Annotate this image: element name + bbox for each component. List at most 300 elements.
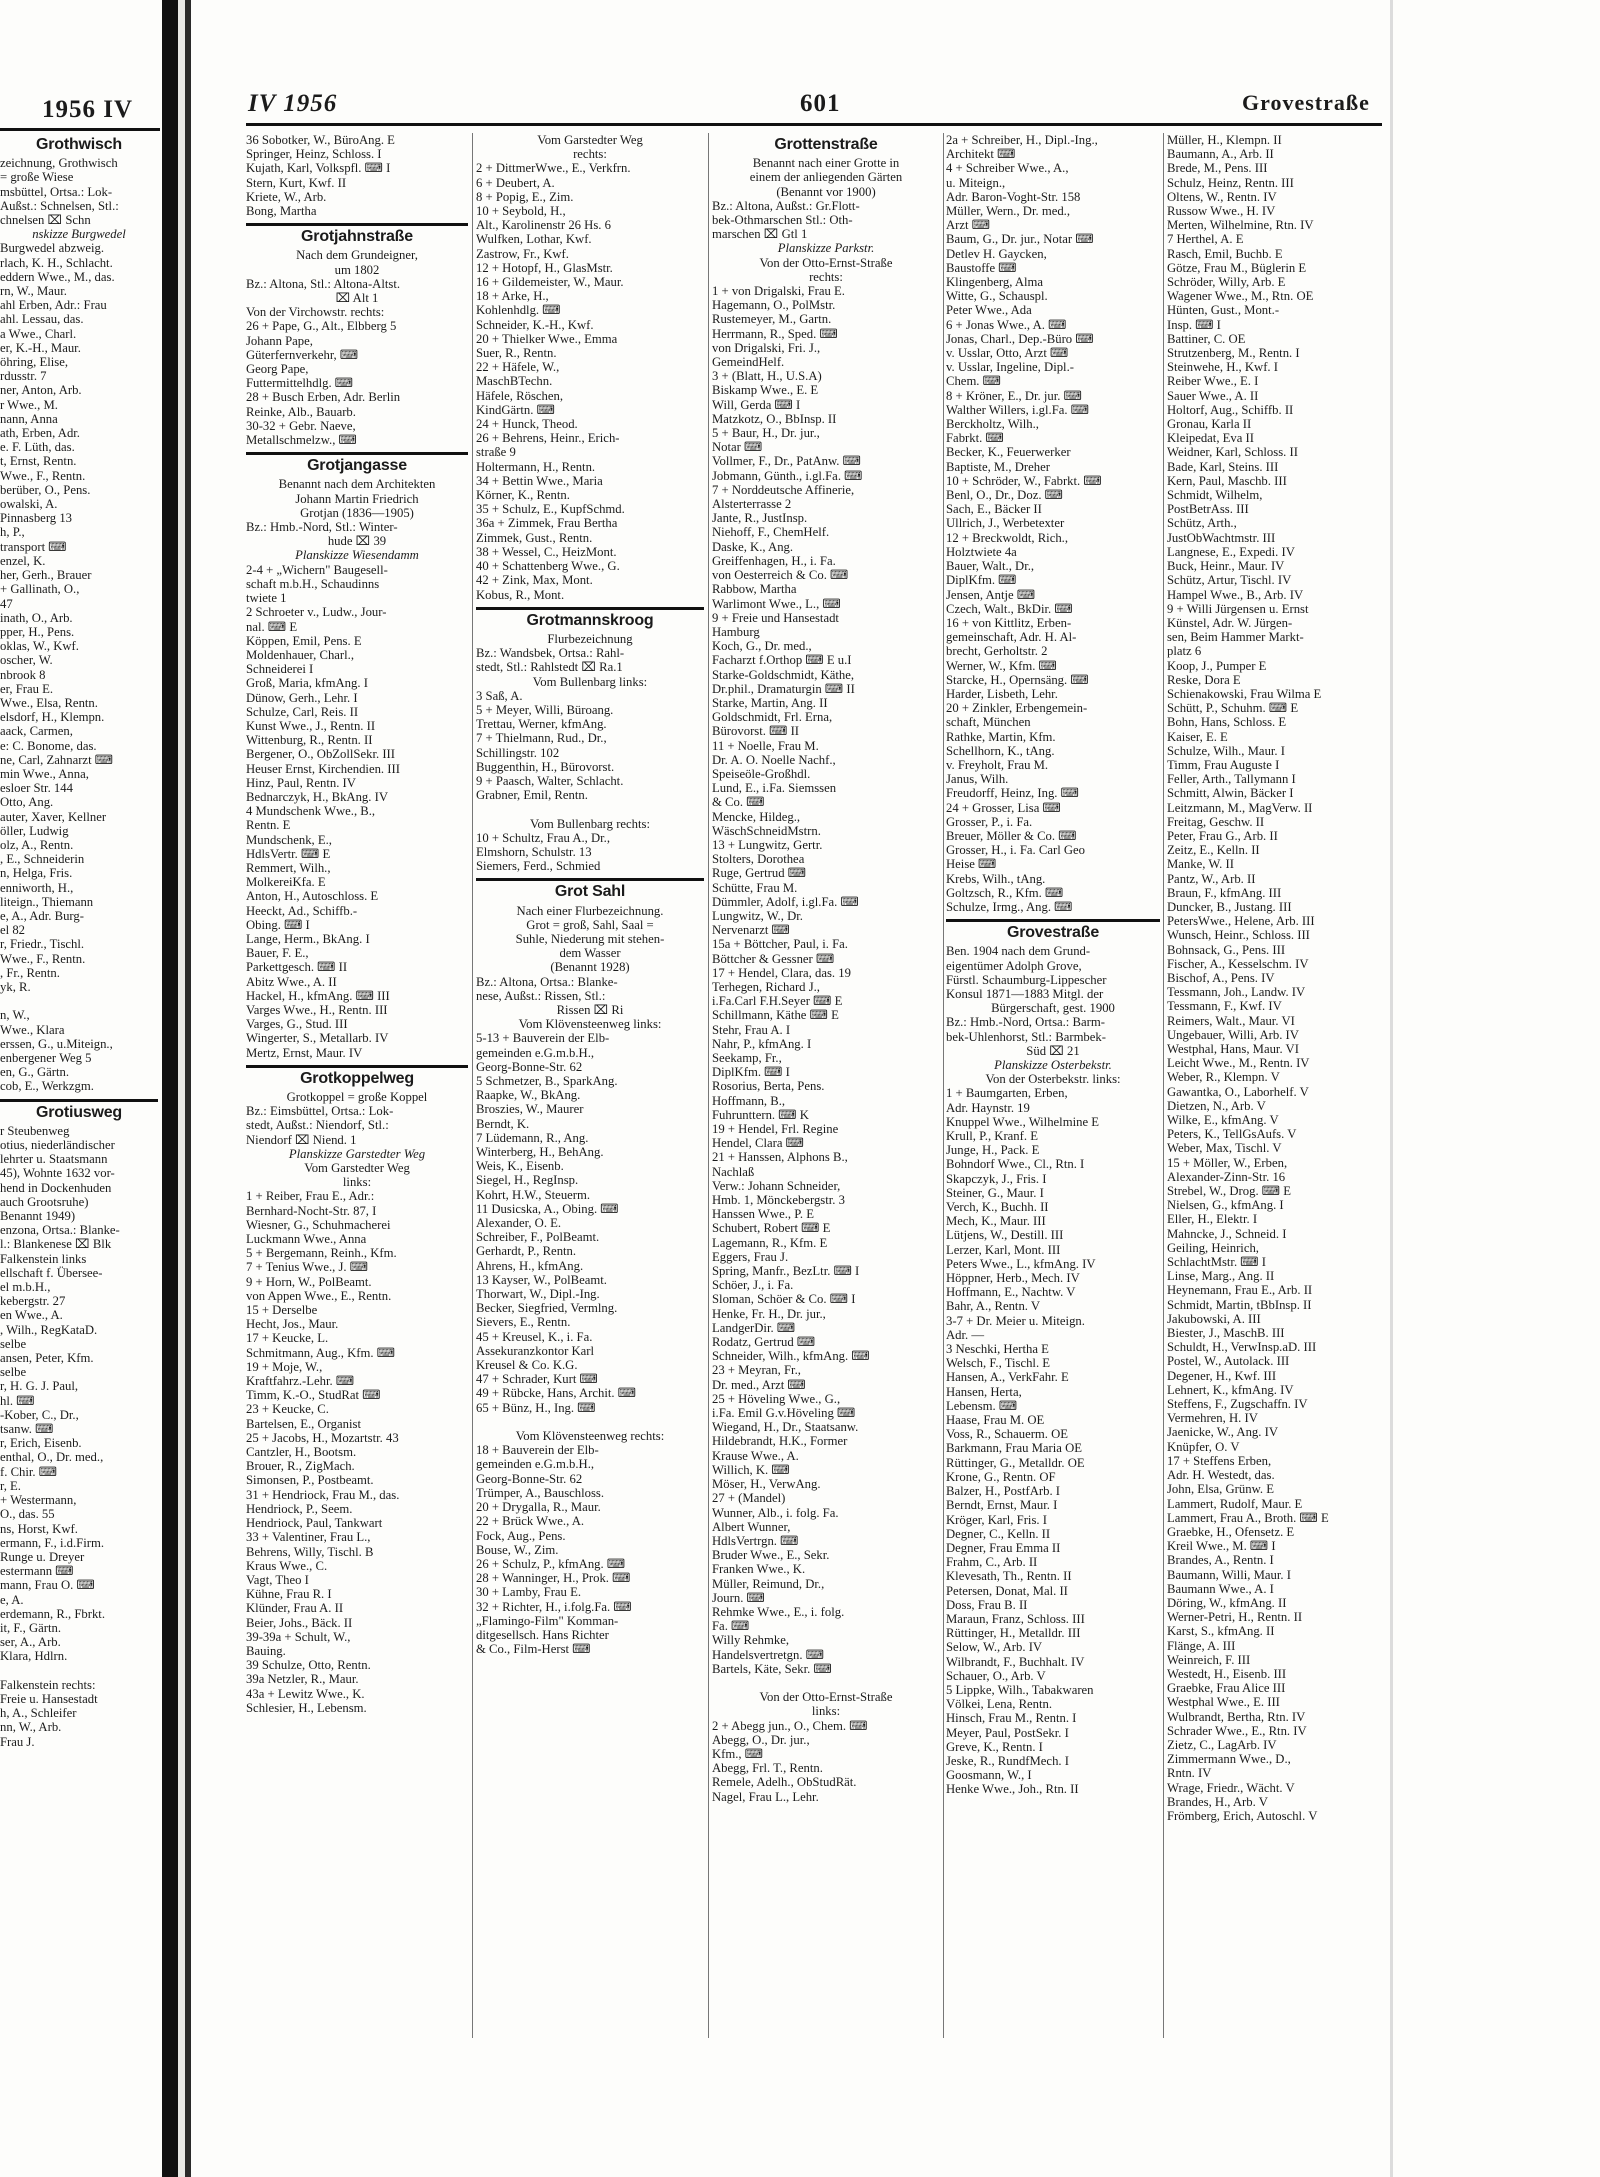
directory-entry: 1 + Reiber, Frau E., Adr.:: [246, 1189, 375, 1204]
directory-entry: er, Frau E.: [0, 681, 54, 696]
directory-entry: mann, Frau O. ⌨: [0, 1578, 95, 1593]
directory-entry: Becker, Siegfried, Vermlng.: [476, 1301, 618, 1316]
directory-entry: Kraftfahrz.-Lehr. ⌨: [246, 1374, 355, 1389]
column-divider: [472, 133, 473, 2038]
directory-entry: Janus, Wilh.: [946, 772, 1009, 787]
directory-entry: Bz.: Altona, Stl.: Altona-Altst.: [246, 276, 401, 291]
directory-entry: 26 + Pape, G., Alt., Elbberg 5: [246, 319, 397, 334]
directory-entry: Mundschenk, E.,: [246, 832, 332, 847]
directory-entry: Eller, H., Elektr. I: [1167, 1212, 1258, 1227]
directory-entry: Detlev H. Gaycken,: [946, 246, 1047, 261]
directory-entry: Schulze, Wilh., Maur. I: [1167, 743, 1286, 758]
directory-entry: selbe: [0, 1365, 27, 1380]
directory-entry: Fuhrunttern. ⌨ K: [712, 1107, 809, 1122]
directory-entry: gemeinden e.G.m.b.H.,: [476, 1045, 595, 1060]
directory-entry: Henke, Fr. H., Dr. jur.,: [712, 1306, 826, 1321]
directory-entry: f. Chir. ⌨: [0, 1464, 58, 1479]
directory-entry: Wwe., Elsa, Rentn.: [0, 695, 98, 710]
directory-entry: Willich, K. ⌨: [712, 1462, 790, 1477]
directory-entry: Siemers, Ferd., Schmied: [476, 859, 601, 874]
directory-entry: Oltens, W., Rentn. IV: [1167, 189, 1277, 204]
directory-entry: 3 Saß, A.: [476, 688, 523, 703]
directory-entry: Reinke, Alb., Bauarb.: [246, 404, 356, 419]
directory-entry: ahl. Lessau, das.: [0, 312, 84, 327]
directory-entry: Gronau, Karla II: [1167, 417, 1252, 432]
column-divider: [708, 133, 709, 2038]
directory-entry: [476, 1415, 704, 1429]
directory-entry: Petersen, Donat, Mal. II: [946, 1583, 1068, 1598]
directory-entry: Berndt, K.: [476, 1116, 530, 1131]
directory-entry: & Co., Film-Herst ⌨: [476, 1642, 591, 1657]
directory-entry: hend in Dockenhuden: [0, 1180, 112, 1195]
directory-entry: Güterfernverkehr, ⌨: [246, 347, 359, 362]
directory-entry: 1 + von Drigalski, Frau E.: [712, 284, 845, 299]
directory-entry: Müller, Wern., Dr. med.,: [946, 204, 1071, 219]
directory-entry: Adr. H. Westedt, das.: [1167, 1468, 1275, 1483]
directory-entry: Daske, K., Ang.: [712, 539, 794, 554]
directory-entry: 19 + Moje, W.,: [246, 1359, 323, 1374]
directory-entry: eigentümer Adolph Grove,: [946, 958, 1082, 973]
directory-entry: Bartels, Käte, Sekr. ⌨: [712, 1661, 832, 1676]
directory-entry: Becker, K., Feuerwerker: [946, 445, 1071, 460]
directory-entry: GemeindHelf.: [712, 355, 785, 370]
directory-entry: & Co. ⌨: [712, 795, 765, 810]
directory-entry: Koop, J., Pumper E: [1167, 658, 1267, 673]
directory-entry: -Kober, C., Dr.,: [0, 1407, 79, 1422]
directory-entry: el 82: [0, 923, 26, 938]
directory-entry: Schneiderei I: [246, 662, 314, 677]
directory-entry: Zeitz, E., Kelln. II: [1167, 843, 1260, 858]
directory-entry: Fa. ⌨: [712, 1619, 750, 1634]
directory-entry: 8 + Popig, E., Zim.: [476, 189, 574, 204]
street-heading: Grothwisch: [35, 136, 122, 153]
directory-entry: 4 Mundschenk Wwe., B.,: [246, 804, 376, 819]
directory-entry: Niendorf ⌧ Niend. 1: [246, 1132, 357, 1147]
directory-entry: Peter, Frau G., Arb. II: [1167, 828, 1278, 843]
directory-entry: KindGärtn. ⌨: [476, 402, 555, 417]
directory-entry: [0, 994, 158, 1008]
left-header-rule: [0, 128, 160, 131]
directory-entry: ns, Horst, Kwf.: [0, 1521, 78, 1536]
directory-entry: Berckholtz, Wilh.,: [946, 417, 1039, 432]
directory-entry: r Wwe., M.: [0, 397, 58, 412]
street-note: Grotkoppel = große Koppel: [286, 1090, 428, 1104]
directory-entry: Goosmann, W., I: [946, 1768, 1032, 1783]
directory-entry: Linse, Marg., Ang. II: [1167, 1269, 1275, 1284]
directory-entry: Balzer, H., PostfArb. I: [946, 1484, 1061, 1499]
directory-entry: 36a + Zimmek, Frau Bertha: [476, 516, 618, 531]
directory-entry: Speiseöle-Großhdl.: [712, 766, 811, 781]
directory-entry: Wiegand, H., Dr., Staatsanw.: [712, 1420, 859, 1435]
directory-entry: Schütte, Frau M.: [712, 880, 798, 895]
column-left-page: [0, 133, 158, 2043]
directory-entry: Leicht Wwe., M., Rentn. IV: [1167, 1056, 1310, 1071]
directory-entry: Hoffmann, E., Nachtw. V: [946, 1285, 1076, 1300]
directory-entry: Baumann, A., Arb. II: [1167, 147, 1274, 162]
directory-entry: 6 + Deubert, A.: [476, 175, 555, 190]
street-note: Süd ⌧ 21: [1026, 1043, 1080, 1058]
directory-entry: Krebs, Wilh., tAng.: [946, 871, 1046, 886]
directory-entry: Tessmann, F., Kwf. IV: [1167, 999, 1282, 1014]
directory-entry: v. Usslar, Otto, Arzt ⌨: [946, 346, 1069, 361]
directory-entry: 17 + Steffens Erben,: [1167, 1453, 1272, 1468]
directory-entry: 31 + Hendriock, Frau M., das.: [246, 1487, 400, 1502]
directory-entry: DiplKfm. ⌨: [946, 573, 1017, 588]
directory-entry: 20 + Thielker Wwe., Emma: [476, 331, 618, 346]
directory-entry: cob, E., Werkzgm.: [0, 1079, 94, 1094]
directory-entry: Niehoff, F., ChemHelf.: [712, 525, 830, 540]
directory-entry: 26 + Behrens, Heinr., Erich-: [476, 431, 620, 446]
directory-entry: MolkereiKfa. E: [246, 875, 326, 890]
directory-entry: Greiffenhagen, H., i. Fa.: [712, 553, 836, 568]
directory-entry: Bischof, A., Pens. IV: [1167, 970, 1275, 985]
street-note: Nach einer Flurbezeichnung.: [516, 903, 664, 918]
directory-entry: 7 Herthel, A. E: [1167, 232, 1244, 247]
directory-entry: Bz.: Hmb.-Nord, Stl.: Winter-: [246, 520, 398, 535]
directory-entry: 35 + Schulz, E., KupfSchmd.: [476, 502, 625, 517]
directory-entry: Jante, R., JustInsp.: [712, 511, 808, 526]
directory-entry: Brandes, H., Arb. V: [1167, 1794, 1268, 1809]
directory-entry: aack, Carmen,: [0, 724, 73, 739]
directory-entry: bek-Othmarschen Stl.: Oth-: [712, 213, 853, 228]
directory-entry: John, Elsa, Grünw. E: [1167, 1482, 1275, 1497]
directory-entry: Jensen, Antje ⌨: [946, 587, 1036, 602]
directory-entry: enbergener Weg 5: [0, 1051, 92, 1065]
directory-entry: [0, 1664, 158, 1678]
street-note: Von der Otto-Ernst-Straße: [759, 1690, 893, 1705]
directory-entry: Künstel, Adr. W. Jürgen-: [1167, 615, 1293, 630]
directory-entry: Hampel Wwe., B., Arb. IV: [1167, 587, 1304, 602]
directory-entry: 6 + Jonas Wwe., A. ⌨: [946, 317, 1067, 332]
directory-entry: ellschaft f. Übersee-: [0, 1265, 103, 1280]
directory-entry: Remmert, Wilh.,: [246, 860, 331, 875]
directory-entry: Buggenthin, H., Bürovorst.: [476, 759, 615, 774]
directory-entry: oklas, W., Kwf.: [0, 639, 79, 654]
directory-entry: Schulze, Irmg., Ang. ⌨: [946, 899, 1073, 914]
directory-entry: Müller, H., Klempn. II: [1167, 133, 1282, 147]
directory-entry: 10 + Seybold, H.,: [476, 204, 566, 219]
directory-entry: 13 + Lungwitz, Gertr.: [712, 837, 823, 852]
street-note: Suhle, Niederung mit stehen-: [515, 931, 665, 946]
directory-entry: Hansen, Herta,: [946, 1384, 1022, 1399]
directory-entry: Köppen, Emil, Pens. E: [246, 633, 362, 648]
directory-entry: 28 + Busch Erben, Adr. Berlin: [246, 390, 401, 405]
street-note: hude ⌧ 39: [327, 534, 387, 549]
directory-entry: Duncker, B., Justang. III: [1167, 899, 1292, 914]
directory-entry: Rosorius, Berta, Pens.: [712, 1079, 825, 1094]
directory-entry: 28 + Wanninger, H., Prok. ⌨: [476, 1571, 631, 1586]
directory-entry: Kern, Paul, Maschb. III: [1167, 473, 1287, 488]
directory-entry: Verw.: Johann Schneider,: [712, 1178, 841, 1193]
street-note: Von der Otto-Ernst-Straße: [759, 255, 893, 270]
directory-entry: Peters Wwe., L., kfmAng. IV: [946, 1256, 1096, 1271]
directory-entry: [712, 1676, 940, 1690]
directory-entry: Schreiber, F., PolBeamt.: [476, 1230, 600, 1245]
directory-entry: Hendel, Clara ⌨: [712, 1136, 804, 1151]
directory-entry: l.: Blankenese ⌧ Blk: [0, 1237, 112, 1252]
directory-entry: Grosser, H., i. Fa. Carl Geo: [946, 843, 1086, 858]
street-note: Nach dem Grundeigner,: [296, 248, 418, 263]
directory-entry: Frahm, C., Arb. II: [946, 1555, 1038, 1570]
directory-entry: Witte, G., Schauspl.: [946, 289, 1048, 304]
directory-entry: Otto, Ang.: [0, 795, 54, 810]
directory-entry: Bruder Wwe., E., Sekr.: [712, 1548, 830, 1563]
street-note: Benannt nach einer Grotte in: [752, 156, 900, 171]
directory-entry: e, A., Adr. Burg-: [0, 908, 84, 923]
directory-entry: Kreil Wwe., M. ⌨ I: [1167, 1539, 1276, 1554]
directory-entry: Falkenstein rechts:: [0, 1677, 96, 1692]
directory-entry: Werner, W., Kfm. ⌨: [946, 658, 1057, 673]
directory-entry: Jeske, R., RundfMech. I: [946, 1753, 1069, 1768]
directory-entry: Ungebauer, Willi, Arb. IV: [1167, 1027, 1299, 1042]
directory-entry: Koch, G., Dr. med.,: [712, 639, 812, 654]
directory-entry: Holtermann, H., Rentn.: [476, 459, 596, 474]
directory-entry: t, Ernst, Rentn.: [0, 454, 77, 469]
directory-entry: Brandes, A., Rentn. I: [1167, 1553, 1274, 1568]
directory-entry: „Flamingo-Film" Komman-: [476, 1613, 619, 1628]
directory-entry: Kunst Wwe., J., Rentn. II: [246, 718, 376, 733]
directory-entry: ermann, F., i.d.Firm.: [0, 1535, 105, 1550]
directory-entry: Lungwitz, W., Dr.: [712, 908, 803, 923]
directory-entry: Starcke, H., Opernsäng. ⌨: [946, 672, 1089, 687]
directory-entry: 1 + Baumgarten, Erben,: [946, 1086, 1068, 1101]
page-right-edge: [1390, 0, 1393, 2177]
directory-entry: 47: [0, 596, 13, 611]
directory-entry: Varges Wwe., H., Rentn. III: [246, 1002, 388, 1017]
street-heading: Grottenstraße: [774, 136, 878, 153]
directory-entry: 16 + von Kittlitz, Erben-: [946, 615, 1072, 630]
directory-entry: estermann ⌨: [0, 1564, 74, 1579]
plan-sketch-reference: Planskizze Osterbekstr.: [994, 1058, 1112, 1072]
directory-entry: Kaiser, E. E: [1167, 729, 1228, 744]
directory-entry: Freitag, Geschw. II: [1167, 814, 1265, 829]
directory-entry: r Steubenweg: [0, 1123, 70, 1138]
street-note: Flurbezeichnung: [547, 631, 633, 646]
directory-entry: Freudorff, Heinz, Ing. ⌨: [946, 786, 1079, 801]
directory-entry: Beier, Johs., Bäck. II: [246, 1615, 353, 1630]
directory-entry: LandgerDir. ⌨: [712, 1320, 796, 1335]
street-note: Von der Osterbekstr. links:: [985, 1072, 1121, 1087]
directory-entry: Schuldt, H., VerwInsp.aD. III: [1167, 1340, 1317, 1355]
directory-entry: enniworth, H.,: [0, 880, 74, 895]
directory-entry: Alt., Karolinenstr 26 Hs. 6: [476, 218, 611, 233]
directory-entry: Müller, Reimund, Dr.,: [712, 1576, 825, 1591]
directory-entry: Schneider, Wilh., kfmAng. ⌨: [712, 1349, 870, 1364]
directory-entry: 30 + Lamby, Frau E.: [476, 1585, 581, 1600]
directory-entry: Dr.phil., Dramaturgin ⌨ II: [712, 681, 855, 696]
directory-entry: rdusstr. 7: [0, 369, 47, 384]
directory-entry: 24 + Grosser, Lisa ⌨: [946, 800, 1061, 815]
directory-entry: her, Gerh., Brauer: [0, 568, 92, 583]
directory-entry: Rasch, Emil, Buchb. E: [1167, 246, 1283, 261]
directory-entry: Wunner, Alb., i. folg. Fa.: [712, 1505, 839, 1520]
directory-entry: esloer Str. 144: [0, 781, 73, 796]
directory-entry: 12 + Hotopf, H., GlasMstr.: [476, 260, 613, 275]
directory-entry: Kfm., ⌨: [712, 1746, 764, 1761]
directory-entry: Langnese, E., Expedi. IV: [1167, 544, 1295, 559]
plan-sketch-reference: Planskizze Garstedter Weg: [288, 1146, 426, 1161]
directory-entry: Graebke, H., Ofensetz. E: [1167, 1524, 1295, 1539]
directory-entry: Sauer Wwe., A. II: [1167, 388, 1259, 403]
directory-entry: Möser, H., VerwAng.: [712, 1477, 821, 1492]
directory-entry: ner, Anton, Arb.: [0, 383, 82, 398]
directory-entry: Trümper, A., Bauschloss.: [476, 1485, 605, 1500]
directory-entry: , E., Schneiderin: [0, 852, 85, 867]
directory-entry: Schütz, Arth.,: [1167, 516, 1237, 531]
directory-entry: öller, Ludwig: [0, 823, 69, 838]
directory-entry: Lebensm. ⌨: [946, 1398, 1018, 1413]
directory-entry: Vermehren, H. IV: [1167, 1411, 1258, 1426]
column-2: [476, 133, 704, 2038]
directory-entry: Falkenstein links: [0, 1251, 87, 1266]
directory-entry: Gawantka, O., Laborhelf. V: [1167, 1084, 1309, 1099]
directory-entry: en, G., Gärtn.: [0, 1065, 70, 1080]
directory-entry: Johann Pape,: [246, 333, 313, 348]
directory-entry: Spring, Manfr., BezLtr. ⌨ I: [712, 1264, 860, 1279]
directory-entry: Degener, H., Kwf. III: [1167, 1368, 1277, 1383]
directory-entry: Kleipedat, Eva II: [1167, 431, 1255, 446]
directory-entry: Fürstl. Schaumburg-Lippescher: [946, 972, 1107, 987]
directory-entry: Bade, Karl, Steins. III: [1167, 459, 1279, 474]
directory-entry: Ruge, Gertrud ⌨: [712, 866, 807, 881]
directory-entry: Futtermittelhdlg. ⌨: [246, 376, 354, 391]
directory-entry: Fock, Aug., Pens.: [476, 1528, 566, 1543]
directory-entry: Heynemann, Frau E., Arb. II: [1167, 1283, 1313, 1298]
directory-entry: Baum, G., Dr. jur., Notar ⌨: [946, 232, 1094, 247]
directory-entry: Schröder, Willy, Arb. E: [1167, 275, 1286, 290]
directory-entry: Moldenhauer, Charl.,: [246, 647, 355, 662]
directory-entry: Heuser Ernst, Kirchendien. III: [246, 761, 400, 776]
directory-entry: 9 + Paasch, Walter, Schlacht.: [476, 773, 624, 788]
directory-entry: Knüpfer, O. V: [1167, 1439, 1240, 1454]
directory-entry: Weidner, Karl, Schloss. II: [1167, 445, 1298, 460]
directory-entry: el m.b.H.,: [0, 1280, 51, 1295]
directory-entry: , Wilh., RegKataD.: [0, 1322, 98, 1337]
directory-entry: Schütt, P., Schuhm. ⌨ E: [1167, 701, 1299, 716]
directory-entry: 4 + Schreiber Wwe., A.,: [946, 161, 1069, 176]
directory-entry: 27 + (Mandel): [712, 1491, 786, 1506]
directory-entry: PetersWwe., Helene, Arb. III: [1167, 914, 1315, 929]
directory-entry: von Drigalski, Fri. J.,: [712, 340, 821, 355]
directory-entry: Zimmek, Gust., Rentn.: [476, 530, 593, 545]
directory-entry: Burgwedel abzweig.: [0, 241, 105, 256]
directory-entry: 23 + Keucke, C.: [246, 1402, 329, 1417]
directory-entry: Bz.: Altona, Außst.: Gr.Flott-: [712, 198, 860, 213]
directory-entry: Hildebrandt, H.K., Former: [712, 1434, 848, 1449]
directory-entry: stedt, Stl.: Rahlstedt ⌧ Ra.1: [476, 660, 623, 675]
directory-entry: transport ⌨: [0, 539, 67, 554]
directory-entry: Kröger, Karl, Fris. I: [946, 1512, 1047, 1527]
directory-entry: Kühne, Frau R. I: [246, 1587, 332, 1602]
directory-entry: HdlsVertrgn. ⌨: [712, 1533, 799, 1548]
directory-entry: Schmitmann, Aug., Kfm. ⌨: [246, 1345, 396, 1360]
directory-entry: Elmshorn, Schulstr. 13: [476, 844, 592, 859]
directory-entry: Karst, S., kfmAng. II: [1167, 1624, 1275, 1639]
directory-entry: Timm, K.-O., StudRat ⌨: [246, 1388, 381, 1403]
directory-entry: Bz.: Eimsbüttel, Ortsa.: Lok-: [246, 1104, 394, 1119]
directory-entry: Leitzmann, M., MagVerw. II: [1167, 800, 1313, 815]
directory-entry: Lagemann, R., Kfm. E: [712, 1235, 828, 1250]
directory-entry: Bohndorf Wwe., Cl., Rtn. I: [946, 1157, 1085, 1172]
directory-entry: Reimers, Walt., Maur. VI: [1167, 1013, 1295, 1028]
directory-entry: berüber, O., Pens.: [0, 482, 91, 497]
directory-entry: 7 + Norddeutsche Affinerie,: [712, 482, 855, 497]
directory-entry: olz, A., Rentn.: [0, 837, 74, 852]
directory-entry: enthal, O., Dr. med.,: [0, 1450, 104, 1465]
directory-entry: Schillmann, Käthe ⌨ E: [712, 1008, 839, 1023]
directory-entry: Schöer, J., i. Fa.: [712, 1278, 794, 1293]
directory-entry: Zastrow, Fr., Kwf.: [476, 246, 569, 261]
directory-entry: Timm, Frau Auguste I: [1167, 757, 1280, 772]
directory-entry: Adr. Haynstr. 19: [946, 1100, 1030, 1115]
directory-entry: 47 + Schrader, Kurt ⌨: [476, 1372, 598, 1387]
directory-entry: ditgesellsch. Hans Richter: [476, 1627, 609, 1642]
street-note: Benannt nach dem Architekten: [278, 477, 436, 492]
directory-entry: erssen, G., u.Miteign.,: [0, 1036, 113, 1051]
directory-entry: Gerhardt, P., Rentn.: [476, 1244, 577, 1259]
directory-entry: Bernhard-Nocht-Str. 87, I: [246, 1203, 377, 1218]
directory-entry: Hünten, Gust., Mont.-: [1167, 303, 1280, 318]
directory-entry: 10 + Schröder, W., Fabrkt. ⌨: [946, 473, 1102, 488]
directory-entry: Vagt, Theo I: [246, 1572, 309, 1587]
directory-entry: Schubert, Robert ⌨ E: [712, 1221, 831, 1236]
street-note: ⌧ Alt 1: [335, 291, 379, 306]
directory-entry: enzel, K.: [0, 553, 46, 568]
directory-entry: + Westermann,: [0, 1493, 77, 1508]
column-4: [946, 133, 1160, 2038]
directory-entry: twiete 1: [246, 591, 287, 606]
directory-entry: Jonas, Charl., Dep.-Büro ⌨: [946, 331, 1094, 346]
directory-entry: Wagener Wwe., M., Rtn. OE: [1167, 289, 1314, 304]
directory-entry: 5 Lippke, Wilh., Tabakwaren: [946, 1682, 1094, 1697]
directory-entry: Rodatz, Gertrud ⌨: [712, 1335, 816, 1350]
directory-entry: 2-4 + „Wichern" Baugesell-: [246, 562, 388, 577]
directory-entry: nann, Anna: [0, 411, 58, 426]
directory-entry: SchlachtMstr. ⌨ I: [1167, 1255, 1267, 1270]
directory-entry: Warlimont Wwe., L., ⌨: [712, 596, 841, 611]
directory-entry: ansen, Peter, Kfm.: [0, 1351, 94, 1366]
directory-entry: Böttcher & Gessner ⌨: [712, 951, 835, 966]
directory-entry: Junge, H., Pack. E: [946, 1143, 1040, 1158]
directory-entry: Albert Wunner,: [712, 1519, 791, 1534]
directory-entry: nese, Außst.: Rissen, Stl.:: [476, 988, 606, 1003]
directory-entry: auch Grootsruhe): [0, 1194, 89, 1209]
directory-entry: Klünder, Frau A. II: [246, 1601, 344, 1616]
directory-entry: Rehmke Wwe., E., i. folg.: [712, 1604, 845, 1619]
directory-entry: 20 + Drygalla, R., Maur.: [476, 1500, 601, 1515]
directory-entry: 25 + Höveling Wwe., G.,: [712, 1391, 841, 1406]
directory-entry: 5 + Meyer, Willi, Büroang.: [476, 702, 614, 717]
directory-entry: Manke, W. II: [1167, 857, 1234, 872]
directory-entry: Skapczyk, J., Fris. I: [946, 1171, 1047, 1186]
directory-entry: MaschBTechn.: [476, 374, 553, 389]
directory-entry: 30-32 + Gebr. Naeve,: [246, 418, 356, 433]
directory-entry: Selow, W., Arb. IV: [946, 1640, 1043, 1655]
directory-entry: Schütz, Artur, Tischl. IV: [1167, 573, 1292, 588]
street-note: Vom Garstedter Weg: [537, 133, 643, 147]
directory-entry: 65 + Bünz, H., Ing. ⌨: [476, 1400, 596, 1415]
directory-entry: Schulze, Carl, Reis. II: [246, 704, 359, 719]
directory-entry: Hecht, Jos., Maur.: [246, 1317, 339, 1332]
directory-entry: Biester, J., MaschB. III: [1167, 1326, 1285, 1341]
directory-entry: erdemann, R., Fbrkt.: [0, 1606, 106, 1621]
directory-entry: Adr. Baron-Voght-Str. 158: [946, 189, 1081, 204]
directory-entry: Biskamp Wwe., E. E: [712, 383, 819, 398]
directory-entry: Krause Wwe., A.: [712, 1448, 799, 1463]
directory-entry: Raapke, W., BkAng.: [476, 1088, 581, 1103]
directory-entry: Mech, K., Maur. III: [946, 1214, 1046, 1229]
directory-entry: Steinwehe, H., Kwf. I: [1167, 360, 1278, 375]
